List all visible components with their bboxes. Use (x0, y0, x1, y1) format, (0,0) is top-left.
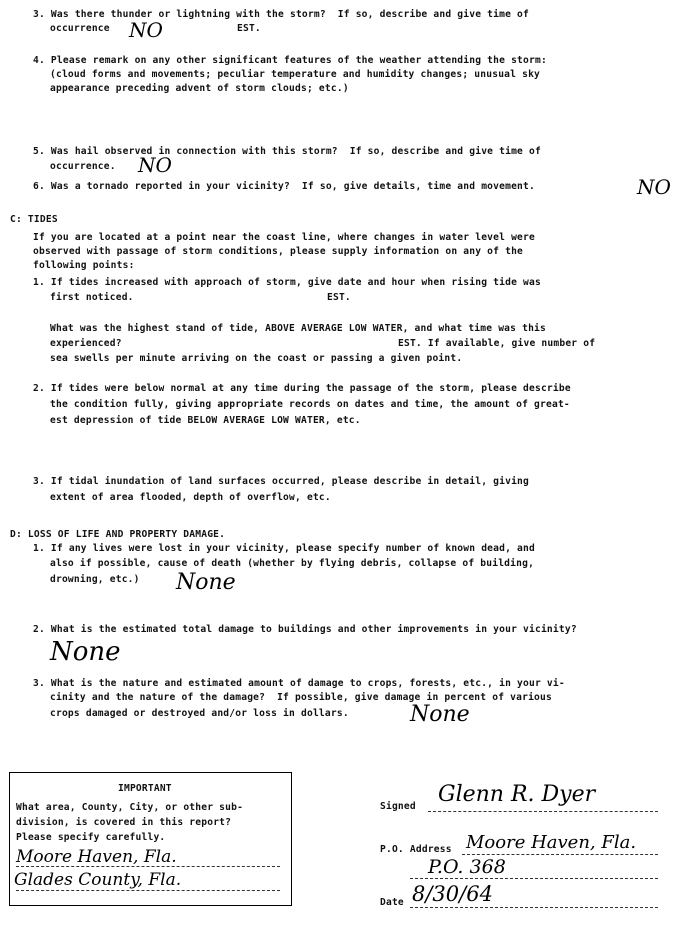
tides-q2-line2: the condition fully, giving appropriate records on dates and time, the amount of great- (50, 399, 570, 410)
tides-q3-line1: 3. If tidal inundation of land surfaces occurred, please describe in detail, giving (33, 476, 530, 487)
tides-q1b-line1: What was the highest stand of tide, ABOVE AVERAGE LOW WATER, and what time was this (50, 323, 547, 334)
po-address-label: P.O. Address (380, 844, 452, 855)
important-line3: Please specify carefully. (16, 832, 166, 843)
tides-q1b-line2b: EST. If available, give number of (398, 338, 596, 349)
tides-intro-line3: following points: (33, 260, 135, 271)
q6-tornado-answer: NO (637, 175, 671, 199)
po-address-line2: P.O. 368 (428, 856, 506, 878)
tides-intro-line1: If you are located at a point near the coast line, where changes in water level were (33, 232, 535, 243)
po-address-line (462, 854, 658, 855)
area-answer-1: Moore Haven, Fla. (16, 847, 177, 867)
signed-line (428, 811, 658, 812)
q4-remarks-line1: 4. Please remark on any other significant features of the weather attending the storm: (33, 55, 547, 66)
area-line-2 (16, 890, 280, 891)
q4-remarks-line3: appearance preceding advent of storm clouds; etc.) (50, 83, 349, 94)
tides-q1-line1: 1. If tides increased with approach of storm, give date and hour when rising tide was (33, 277, 541, 288)
date-line (410, 907, 658, 908)
q3-thunder-answer: NO (129, 18, 163, 42)
loss-q2-answer: None (50, 637, 121, 667)
tides-q2-line3: est depression of tide BELOW AVERAGE LOW WATER, etc. (50, 415, 361, 426)
q6-tornado-line1: 6. Was a tornado reported in your vicinity? If so, give details, time and movement. (33, 181, 535, 192)
important-line1: What area, County, City, or other sub- (16, 802, 244, 813)
tides-q1-est: EST. (327, 292, 351, 303)
tides-q1b-line3: sea swells per minute arriving on the coast or passing a given point. (50, 353, 463, 364)
loss-q2-line1: 2. What is the estimated total damage to buildings and other improvements in your vicinity? (33, 624, 577, 635)
important-title: IMPORTANT (118, 783, 172, 794)
loss-q1-line3: drowning, etc.) (50, 574, 140, 585)
q3-thunder-est: EST. (237, 23, 261, 34)
loss-q1-answer: None (176, 570, 236, 595)
q5-hail-answer: NO (138, 153, 172, 177)
q5-hail-line1: 5. Was hail observed in connection with this storm? If so, describe and give time of (33, 146, 541, 157)
tides-q3-line2: extent of area flooded, depth of overflow, etc. (50, 492, 331, 503)
loss-q3-line2: cinity and the nature of the damage? If possible, give damage in percent of various (50, 692, 552, 703)
section-c-heading: C: TIDES (10, 214, 58, 225)
tides-q1b-line2: experienced? (50, 338, 122, 349)
loss-q3-answer: None (410, 702, 470, 727)
q4-remarks-line2: (cloud forms and movements; peculiar temperature and humidity changes; unusual sky (50, 69, 541, 80)
important-line2: division, is covered in this report? (16, 817, 232, 828)
q3-thunder-line2: occurrence (50, 23, 110, 34)
signature: Glenn R. Dyer (438, 782, 596, 807)
signed-label: Signed (380, 801, 416, 812)
tides-q2-line1: 2. If tides were below normal at any time during the passage of the storm, please describe (33, 383, 571, 394)
po-address-line-2 (410, 878, 658, 879)
date-label: Date (380, 897, 404, 908)
loss-q3-line1: 3. What is the nature and estimated amount of damage to crops, forests, etc., in your vi- (33, 678, 565, 689)
date-value: 8/30/64 (412, 882, 493, 906)
tides-intro-line2: observed with passage of storm conditions, please supply information on any of the (33, 246, 524, 257)
po-address-line1: Moore Haven, Fla. (466, 832, 637, 853)
section-d-heading: D: LOSS OF LIFE AND PROPERTY DAMAGE. (10, 529, 226, 540)
q5-hail-line2: occurrence. (50, 161, 116, 172)
tides-q1-line2: first noticed. (50, 292, 134, 303)
loss-q1-line2: also if possible, cause of death (whether by flying debris, collapse of building, (50, 558, 535, 569)
q3-thunder-line1: 3. Was there thunder or lightning with the storm? If so, describe and give time of (33, 9, 530, 20)
loss-q1-line1: 1. If any lives were lost in your vicinity, please specify number of known dead, and (33, 543, 535, 554)
area-answer-2: Glades County, Fla. (14, 870, 182, 890)
loss-q3-line3: crops damaged or destroyed and/or loss in dollars. (50, 708, 349, 719)
